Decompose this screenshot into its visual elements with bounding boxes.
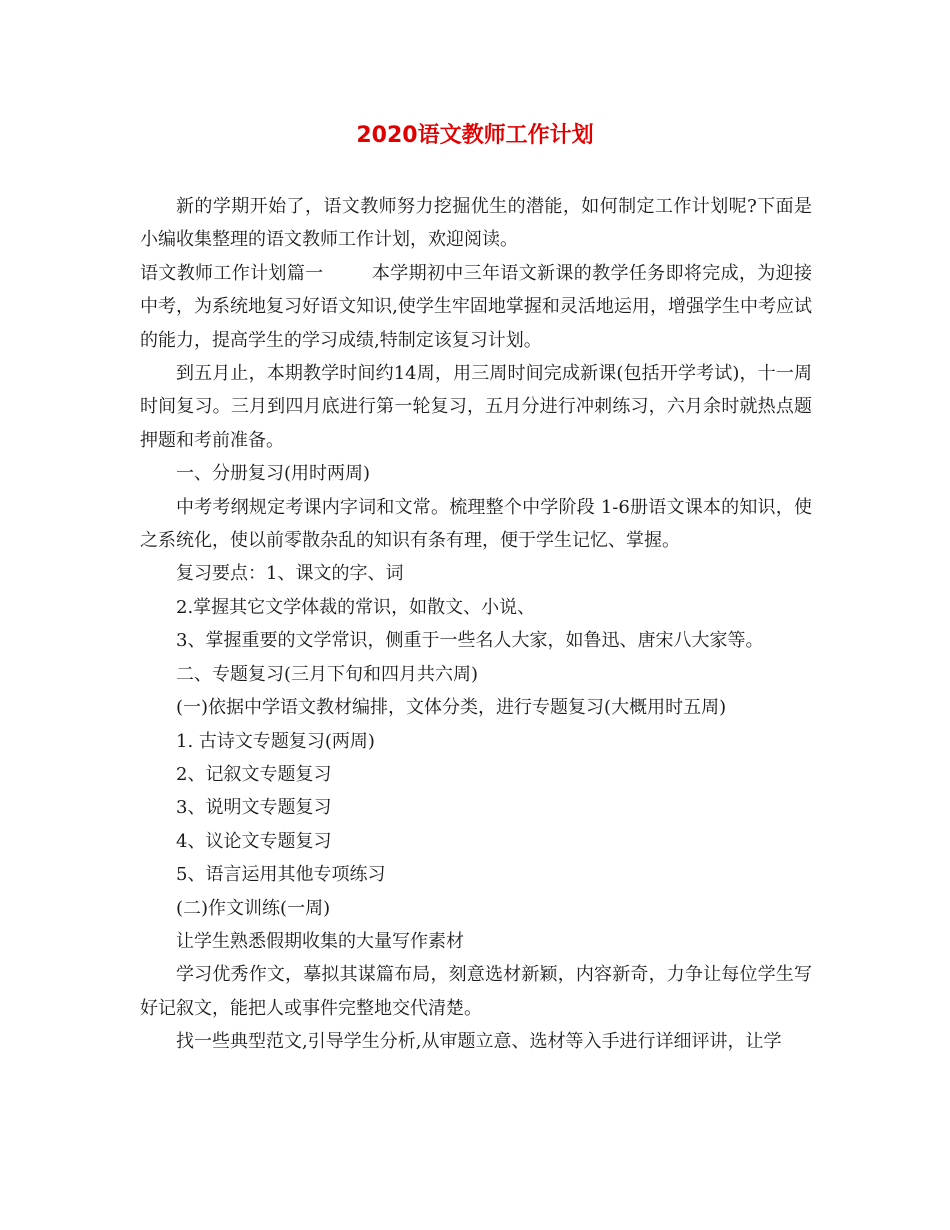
- paragraph: 中考考纲规定考课内字词和文常。梳理整个中学阶段 1-6册语文课本的知识，使之系统化，使以前零散杂乱的知识有条有理，便于学生记忆、掌握。: [140, 496, 812, 552]
- intro-paragraph: 新的学期开始了，语文教师努力挖掘优生的潜能，如何制定工作计划呢?下面是小编收集整理的语文教师工作计划，欢迎阅读。: [140, 196, 812, 251]
- paragraph: 找一些典型范文,引导学生分析,从审题立意、选材等入手进行详细评讲，让学: [176, 1031, 782, 1053]
- paragraph: 让学生熟悉假期收集的大量写作素材: [176, 930, 464, 952]
- paragraph: 2、记叙文专题复习: [176, 763, 332, 785]
- paragraph: 一、分册复习(用时两周): [176, 463, 371, 485]
- section1-paragraph: [140, 257, 812, 357]
- paragraph: 二、专题复习(三月下旬和四月共六周): [176, 663, 479, 685]
- paragraph: 到五月止，本期教学时间约14周，用三周时间完成新课(包括开学考试)，十一周时间复习。三月到四月底进行第一轮复习，五月分进行冲刺练习，六月余时就热点题押题和考前准备。: [140, 363, 812, 451]
- document-title: 2020语文教师工作计划: [356, 123, 594, 148]
- paragraph: 5、语言运用其他专项练习: [176, 864, 386, 886]
- section1-text: 本学期初中三年语文新课的教学任务即将完成，为迎接中考，为系统地复习好语文知识,使学生牢固地掌握和灵活地运用，增强学生中考应试的能力，提高学生的学习成绩,特制定该复习计划。: [140, 262, 812, 351]
- paragraph: 复习要点：1、课文的字、词: [176, 563, 404, 585]
- paragraph: (一)依据中学语文教材编排，文体分类，进行专题复习(大概用时五周): [176, 697, 727, 719]
- paragraph: (二)作文训练(一周): [176, 897, 331, 919]
- paragraph: 1. 古诗文专题复习(两周): [176, 730, 375, 752]
- document-body: [140, 190, 812, 1059]
- paragraph: 学习优秀作文，摹拟其谋篇布局，刻意选材新颖，内容新奇，力争让每位学生写好记叙文，能把人或事件完整地交代清楚。: [140, 964, 812, 1019]
- section1-heading: 语文教师工作计划篇一: [140, 262, 324, 284]
- paragraph: 2.掌握其它文学体裁的常识，如散文、小说、: [176, 596, 536, 618]
- paragraph: 3、掌握重要的文学常识，侧重于一些名人大家，如鲁迅、唐宋八大家等。: [176, 630, 764, 652]
- paragraph: 4、议论文专题复习: [176, 830, 332, 852]
- paragraph: 3、说明文专题复习: [176, 797, 332, 819]
